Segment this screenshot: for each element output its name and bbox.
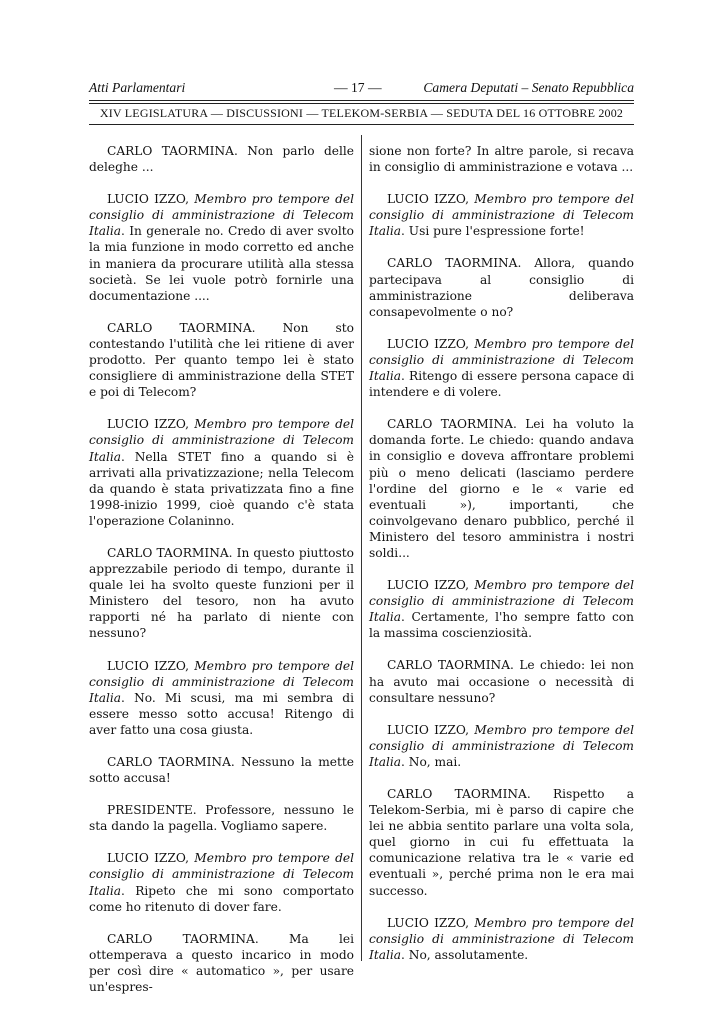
speech-paragraph: LUCIO IZZO, Membro pro tempore del consiglio di amministrazione di Telecom Italia. Usi pure l'espressione forte! [369, 192, 634, 239]
speech-paragraph [369, 416, 634, 561]
session-subheader: XIV LEGISLATURA — DISCUSSIONI — TELEKOM-SERBIA — SEDUTA DEL 16 OTTOBRE 2002 [99, 106, 624, 120]
speech-paragraph [89, 143, 354, 175]
speaker-name: LUCIO IZZO [107, 851, 186, 866]
header-rule-top [89, 100, 634, 101]
speech-paragraph [89, 320, 354, 400]
speech-text: . Certamente, l'ho sempre fatto con la massima coscienziosità. [369, 610, 634, 641]
speech-text: . Usi pure l'espressione forte! [401, 224, 585, 239]
speech-paragraph: LUCIO IZZO, Membro pro tempore del consiglio di amministrazione di Telecom Italia. Ritengo di essere persona capace di intendere e di volere. [369, 336, 634, 400]
page-number: — 17 — [334, 80, 382, 95]
speech-paragraph: LUCIO IZZO, Membro pro tempore del consiglio di amministrazione di Telecom Italia. Certamente, l'ho sempre fatto con la massima coscienziosità. [369, 578, 634, 641]
speaker-name: LUCIO IZZO [107, 192, 186, 207]
speaker-role: Membro pro tempore del consiglio di amministrazione di Telecom Italia [369, 915, 634, 962]
speaker-name: CARLO TAORMINA [107, 931, 255, 946]
speaker-name: CARLO TAORMINA [387, 256, 518, 271]
speaker-role: Membro pro tempore del consiglio di amministrazione di Telecom Italia [369, 192, 634, 239]
speaker-name: CARLO TAORMINA [387, 658, 511, 673]
speech-paragraph: LUCIO IZZO, Membro pro tempore del consiglio di amministrazione di Telecom Italia. No, assolutamente. [369, 915, 634, 962]
speech-text: . No, assolutamente. [401, 947, 529, 962]
speech-text: . Allora, quando partecipava al consiglio di amministrazione deliberava consapevolmente o no? [369, 256, 635, 319]
speaker-name: LUCIO IZZO [107, 658, 186, 673]
speech-text: . In questo piuttosto apprezzabile periodo di tempo, durante il quale lei ha svolto queste funzioni per il Ministero del tesoro, non ha avuto rapporti né ha parlato di niente con nessuno? [89, 545, 355, 641]
speaker-name: CARLO TAORMINA [107, 320, 252, 335]
speech-text: . Non parlo delle deleghe ... [89, 144, 355, 175]
header-rule-double [89, 103, 634, 104]
speaker-name: CARLO TAORMINA [107, 545, 229, 560]
speech-text: . Professore, nessuno le sta dando la pagella. Vogliamo sapere. [89, 803, 354, 834]
speech-paragraph [89, 545, 354, 642]
speech-text: . Lei ha voluto la domanda forte. Le chiedo: quando andava in consiglio e doveva affrontare problemi più o meno delicati (lasciamo perdere l'ordine del giorno e le « varie ed eventuali »), importanti, che coinvolgevano denaro pubblico, perché il Ministero del tesoro amministra i nostri soldi... [369, 417, 634, 560]
header-right: Camera Deputati – Senato Repubblica [423, 80, 634, 95]
speaker-role: Membro pro tempore del consiglio di amministrazione di Telecom Italia [89, 192, 354, 239]
speaker-name: CARLO TAORMINA [107, 144, 234, 158]
speech-text: . Ritengo di essere persona capace di intendere e di volere. [369, 369, 634, 400]
speaker-role: Membro pro tempore del consiglio di amministrazione di Telecom Italia [89, 417, 354, 464]
speaker-name: LUCIO IZZO [387, 915, 466, 930]
speech-text: . Le chiedo: lei non ha avuto mai occasione o necessità di consultare nessuno? [369, 658, 634, 705]
speaker-role: Membro pro tempore del consiglio di amministrazione di Telecom Italia [369, 578, 634, 625]
speech-paragraph: LUCIO IZZO, Membro pro tempore del consiglio di amministrazione di Telecom Italia. No, mai. [369, 722, 634, 769]
speech-text: . Rispetto a Telekom-Serbia, mi è parso di capire che lei ne abbia sentito parlare una volta sola, quel giorno in cui fu effettuata la comunicazione relativa tra le « varie ed eventuali », perché prima non le era mai successo. [369, 787, 634, 898]
speech-paragraph: LUCIO IZZO, Membro pro tempore del consiglio di amministrazione di Telecom Italia. Ripeto che mi sono comportato come ho ritenuto di dover fare. [89, 851, 354, 914]
speech-text: . No. Mi scusi, ma mi sembra di essere messo sotto accusa! Ritengo di aver fatto una cosa giusta. [89, 690, 354, 737]
speech-text: . In generale no. Credo di aver svolto la mia funzione in modo corretto ed anche in maniera da procurare utilità alla stessa società. Se lei vuole potrò fornirle una documentazione .... [89, 224, 354, 303]
speech-paragraph [369, 657, 634, 705]
speaker-name: CARLO TAORMINA [387, 417, 513, 432]
right-column [369, 143, 634, 979]
header-left: Atti Parlamentari [89, 80, 186, 95]
speaker-name: LUCIO IZZO [107, 417, 186, 432]
speech-text: . Ripeto che mi sono comportato come ho ritenuto di dover fare. [89, 883, 354, 914]
continuation-paragraph: sione non forte? In altre parole, si recava in consiglio di amministrazione e votava ... [369, 144, 634, 175]
speech-paragraph: LUCIO IZZO, Membro pro tempore del consiglio di amministrazione di Telecom Italia. Nella STET fino a quando si è arrivati alla privatizzazione; nella Telecom da quando è stata privatizzata fino a fine 1998-inizio 1999, cioè quando c'è stata l'operazione Colaninno. [89, 417, 354, 528]
speaker-name: CARLO TAORMINA [387, 787, 527, 801]
speech-paragraph [369, 255, 634, 319]
speaker-role: Membro pro tempore del consiglio di amministrazione di Telecom Italia [369, 722, 634, 769]
speech-text: . Nessuno la mette sotto accusa! [89, 755, 354, 786]
speech-paragraph [369, 786, 634, 899]
page-header [89, 78, 634, 100]
speech-paragraph [89, 754, 354, 786]
speaker-name: LUCIO IZZO [387, 722, 466, 737]
speech-text: . No, mai. [401, 754, 462, 769]
speaker-role: Membro pro tempore del consiglio di amministrazione di Telecom Italia [89, 658, 354, 705]
left-column [89, 143, 354, 1011]
speech-text: . Non sto contestando l'utilità che lei ritiene di aver prodotto. Per quanto tempo lei è stato consigliere di amministrazione della STET e poi di Telecom? [89, 320, 355, 400]
speaker-name: LUCIO IZZO [387, 192, 466, 207]
column-divider [361, 135, 362, 961]
subheader-rule [89, 124, 634, 125]
speech-text: . Ma lei ottemperava a questo incarico in modo per così dire « automatico », per usare un'espres- [89, 931, 354, 995]
speech-paragraph: LUCIO IZZO, Membro pro tempore del consiglio di amministrazione di Telecom Italia. In generale no. Credo di aver svolto la mia funzione in modo corretto ed anche in maniera da procurare utilità alla stessa società. Se lei vuole potrò fornirle una documentazione .... [89, 192, 354, 303]
speech-paragraph: LUCIO IZZO, Membro pro tempore del consiglio di amministrazione di Telecom Italia. No. Mi scusi, ma mi sembra di essere messo sotto accusa! Ritengo di aver fatto una cosa giusta. [89, 658, 354, 737]
speaker-name: LUCIO IZZO [387, 336, 466, 351]
speaker-role: Membro pro tempore del consiglio di amministrazione di Telecom Italia [369, 336, 634, 384]
speaker-name: CARLO TAORMINA [107, 755, 231, 769]
speaker-name: LUCIO IZZO [387, 578, 466, 593]
speech-paragraph [89, 931, 354, 995]
speaker-name: PRESIDENTE [107, 803, 193, 818]
speaker-role: Membro pro tempore del consiglio di amministrazione di Telecom Italia [89, 851, 354, 898]
speech-text: . Nella STET fino a quando si è arrivati alla privatizzazione; nella Telecom da quando è stata privatizzata fino a fine 1998-inizio 1999, cioè quando c'è stata l'operazione Colaninno. [89, 449, 354, 528]
speech-paragraph [89, 802, 354, 834]
